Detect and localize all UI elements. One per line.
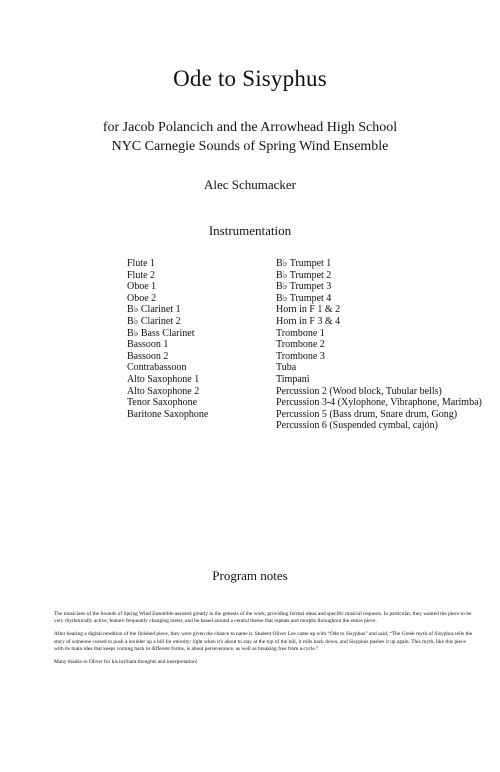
program-notes-body [54, 611, 474, 672]
instrument-item: B♭ Clarinet 1 [127, 304, 181, 316]
instrumentation-heading: Instrumentation [208, 223, 292, 238]
instrument-item: Trombone 2 [276, 339, 325, 351]
instrument-item: Horn in F 3 & 4 [276, 315, 341, 327]
instrument-item: Contrabassoon [127, 362, 187, 374]
instrument-item: Baritone Saxophone [127, 408, 209, 420]
notes-paragraph: The musicians of the Sounds of Spring Wind Ensemble assisted greatly in the genesis of the work, providing formal ideas and specific musical requests. In particular, they wanted the piece to be very rhythmically active, feature frequently changing meter, and be based around a central theme that repeats and morphs throughout the entire piece. [54, 611, 472, 625]
instrument-item: Alto Saxophone 2 [127, 385, 200, 397]
instrument-item: Bassoon 1 [127, 339, 169, 351]
instrument-item: Percussion 6 (Suspended cymbal, cajón) [276, 420, 438, 432]
dedication-line: for Jacob Polancich and the Arrowhead High School [102, 120, 398, 135]
notes-paragraph: After hearing a digital rendition of the finished piece, they were given the chance to name it. Student Oliver Lee came up with “Ode to Sisyphus” and said, “The Greek myth of Sisyphus tells the story of someone cursed to push a boulder up a hill for eternity: right when it's about to stay at the top of the hill, it rolls back down, and Sisyphus pushes it up again. This myth, like this piece with its main idea that keeps coming back in different forms, is about perseverance, as well as breaking free from a cycle.” [54, 631, 473, 652]
instrument-item: Oboe 2 [127, 292, 157, 304]
composer-name: Alec Schumacker [203, 177, 297, 192]
program-notes-heading: Program notes [212, 568, 288, 583]
instrument-item: Trombone 1 [276, 327, 325, 339]
instrument-item: B♭ Trumpet 1 [276, 258, 332, 269]
instrument-item: Flute 2 [127, 269, 156, 281]
instrument-item: B♭ Bass Clarinet [127, 327, 195, 339]
dedication-line: NYC Carnegie Sounds of Spring Wind Ensemble [111, 139, 389, 154]
instrument-item: B♭ Trumpet 3 [276, 281, 332, 293]
instrument-item: B♭ Clarinet 2 [127, 315, 181, 327]
instrument-item: Horn in F 1 & 2 [276, 304, 341, 316]
dedication [0, 118, 500, 156]
instrumentation-left-column [127, 258, 208, 420]
instrument-item: Percussion 2 (Wood block, Tubular bells) [276, 385, 442, 397]
page-title: Ode to Sisyphus [173, 66, 327, 91]
instrument-item: Percussion 3-4 (Xylophone, Vibraphone, Marimba) [276, 397, 482, 409]
instrument-item: Tuba [276, 362, 297, 374]
instrument-item: Timpani [276, 373, 310, 385]
instrument-item: B♭ Trumpet 4 [276, 292, 332, 304]
instrument-item: Alto Saxophone 1 [127, 373, 200, 385]
instrument-item: Oboe 1 [127, 281, 157, 293]
instrument-item: B♭ Trumpet 2 [276, 269, 332, 281]
instrumentation-right-column [276, 258, 482, 432]
instrument-item: Flute 1 [127, 258, 156, 269]
instrument-item: Trombone 3 [276, 350, 325, 362]
instrument-item: Tenor Saxophone [127, 397, 198, 409]
notes-paragraph: Many thanks to Oliver for his brilliant thoughts and interpretation! [54, 659, 198, 666]
instrument-item: Bassoon 2 [127, 350, 169, 362]
instrument-item: Percussion 5 (Bass drum, Snare drum, Gong) [276, 408, 458, 420]
